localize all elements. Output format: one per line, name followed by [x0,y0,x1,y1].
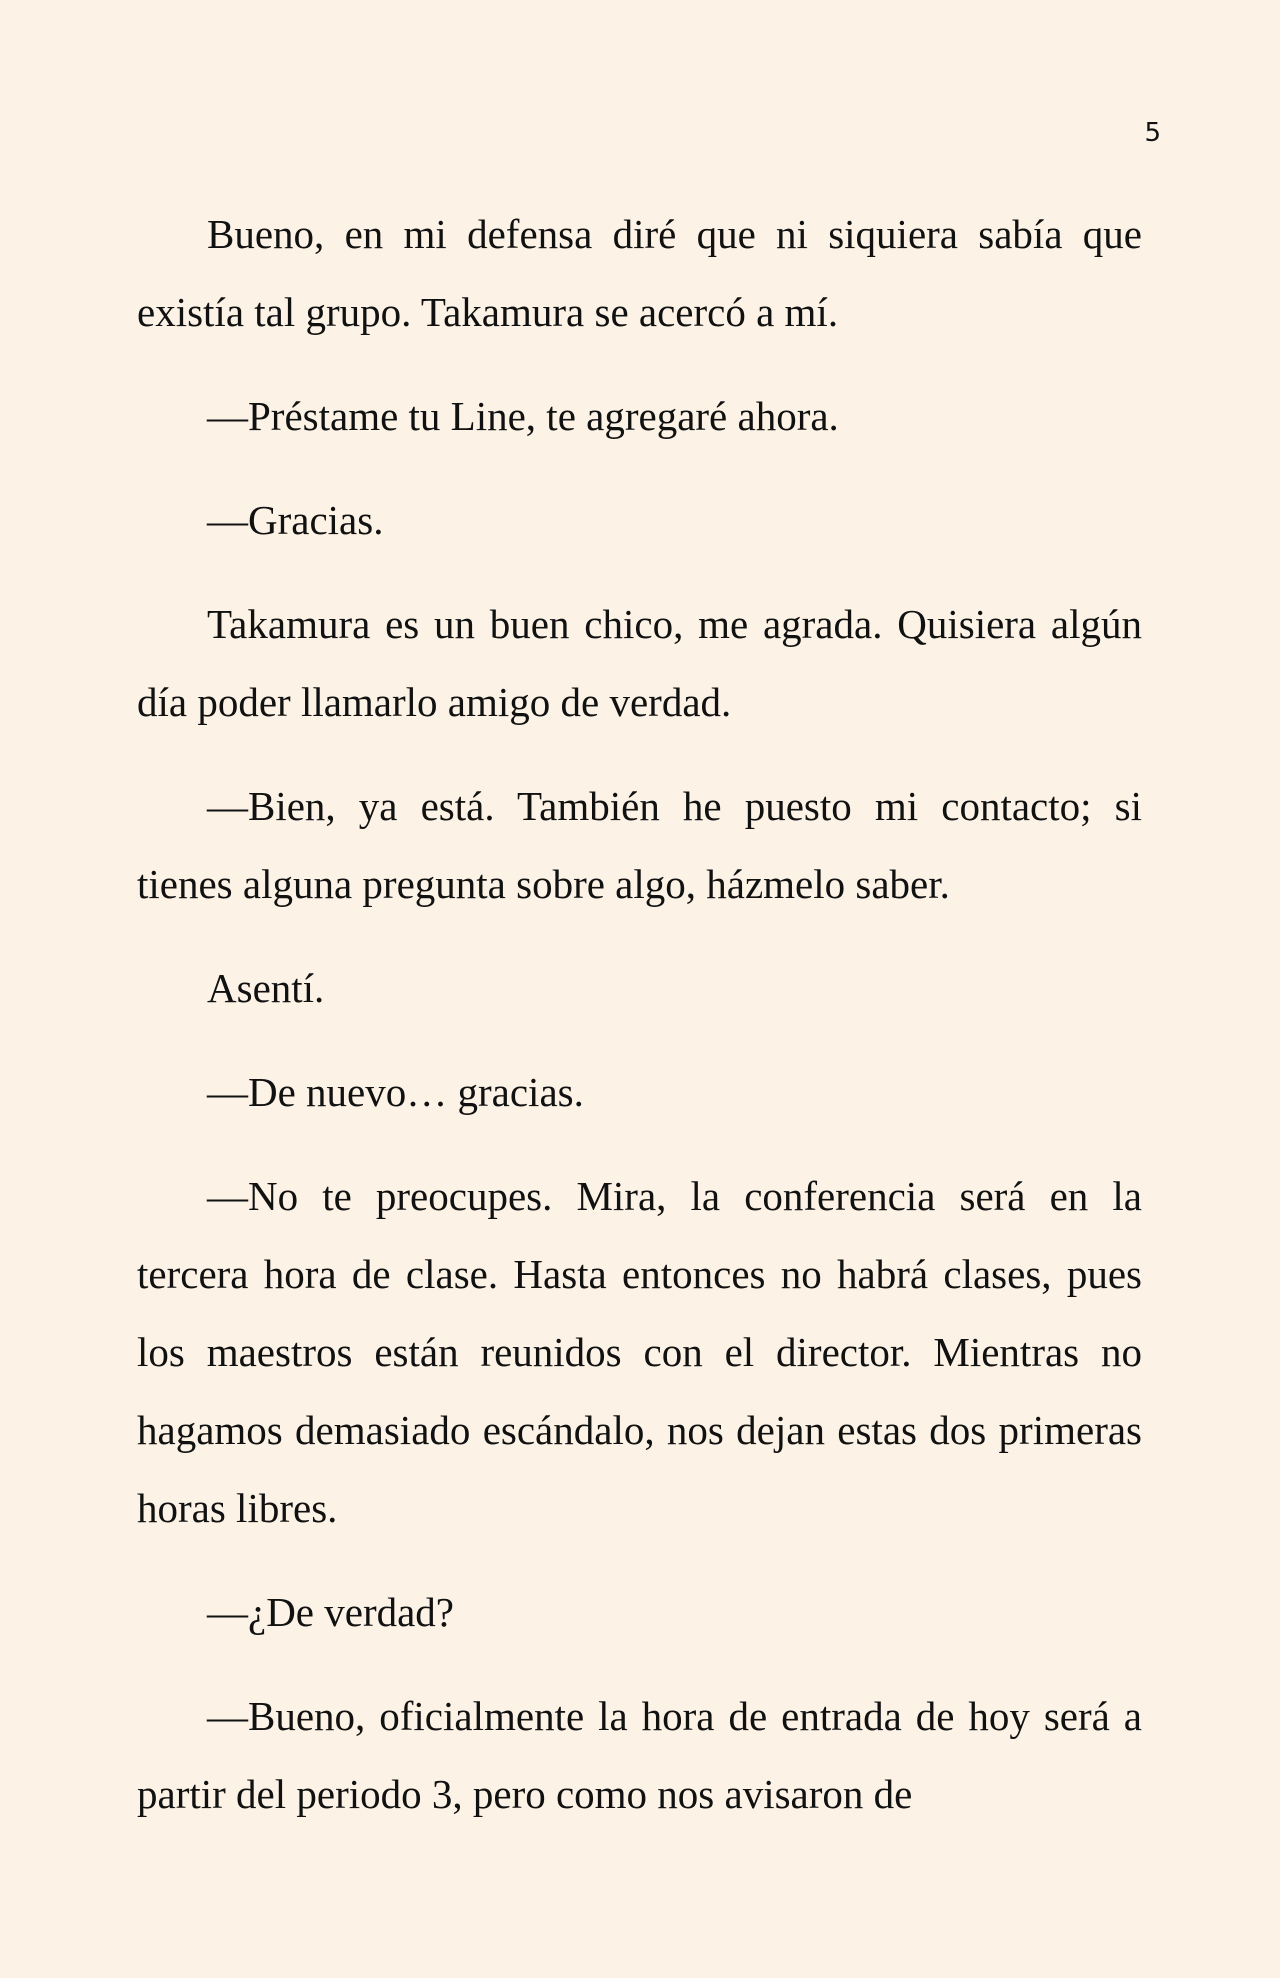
paragraph: Takamura es un buen chico, me agrada. Quisiera algún día poder llamarlo amigo de verdad. [137,601,1142,725]
paragraph: —¿De verdad? [207,1589,455,1635]
paragraph: —No te preocupes. Mira, la conferencia será en la tercera hora de clase. Hasta entonces no habrá clases, pues los maestros están reunidos con el director. Mientras no hagamos demasiado escándalo, nos dejan estas dos primeras horas libres. [137,1173,1142,1531]
paragraph: —De nuevo… gracias. [207,1069,584,1115]
paragraph: —Préstame tu Line, te agregaré ahora. [207,393,839,439]
page-number: 5 [1144,118,1161,148]
paragraph: Asentí. [207,965,325,1011]
paragraph: —Bien, ya está. También he puesto mi contacto; si tienes alguna pregunta sobre algo, házmelo saber. [137,783,1142,907]
paragraph: Bueno, en mi defensa diré que ni siquiera sabía que existía tal grupo. Takamura se acercó a mí. [137,211,1142,335]
text-body [137,195,1142,1859]
paragraph: —Gracias. [207,497,384,543]
paragraph: —Bueno, oficialmente la hora de entrada de hoy será a partir del periodo 3, pero como nos avisaron de [137,1693,1142,1817]
